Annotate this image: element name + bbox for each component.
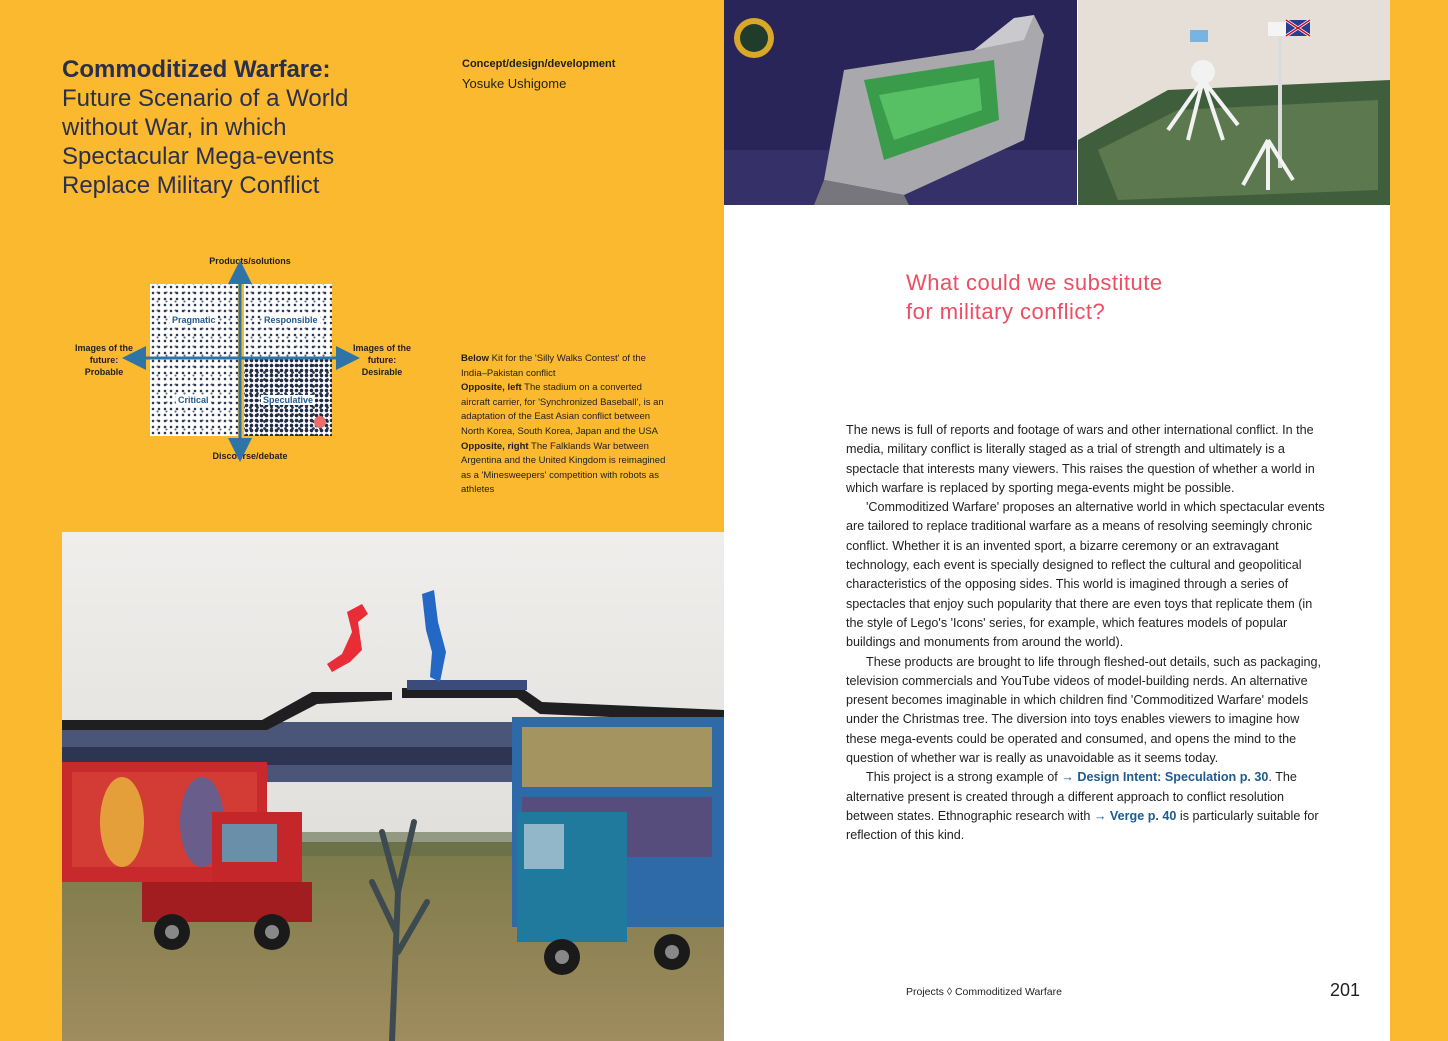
body-paragraph: 'Commoditized Warfare' proposes an alternative world in which spectacular events are tailored to replace traditional warfare as a means of resolving seemingly chronic conflict. Whether it is an invented sport, a bizarre ceremony or an extravagant technology, each event is specially designed to reflect the cultural and geopolitical characteristics of the opposing sides. This world is imagined through a series of spectacles that enjoy such popularity that there are even toys that replicate them (in the style of Lego's 'Icons' series, for example, which features models of popular buildings and monuments from around the world). <box>846 500 1325 650</box>
caption-p2-bold: Opposite, left <box>461 382 522 394</box>
axis-left-label: Images of the future: Probable <box>74 343 133 377</box>
crossref-text: . The alternative present is created through a different approach to conflict resolution between states. Ethnographic research with <box>846 770 1297 823</box>
caption-p3-bold: Opposite, right <box>461 440 529 452</box>
crossref-text: This project is a strong example of <box>866 770 1062 785</box>
credit-name: Yosuke Ushigome <box>462 76 567 91</box>
quadrant-label: Critical <box>178 395 209 405</box>
axis-top-label: Products/solutions <box>209 256 291 266</box>
axis-right-label: Images of the future: Desirable <box>352 343 411 377</box>
minesweeper-robots-photo <box>1078 0 1390 205</box>
project-subtitle: Future Scenario of a World without War, in which Spectacular Mega-events Replace Military Conflict <box>62 85 349 199</box>
caption-p1-bold: Below <box>461 353 489 364</box>
quadrant-label: Speculative <box>263 395 314 405</box>
caption-p2: The stadium on a converted aircraft carrier, for 'Synchronized Baseball', is an adaptation of the East Asian conflict between North Korea, South Korea, Japan and the USA <box>461 382 664 437</box>
diagram-axes <box>60 250 440 470</box>
speculation-diagram <box>60 250 440 470</box>
crossref-text: is particularly suitable for reflection of this kind. <box>846 808 1319 843</box>
running-footer: Projects ◊ Commoditized Warfare <box>906 986 1062 998</box>
section-headline: What could we substitute for military conflict? <box>906 270 1163 324</box>
caption-p3: The Falklands War between Argentina and the United Kingdom is reimagined as a 'Minesweepers' competition with robots as athletes <box>461 440 666 496</box>
right-margin <box>1390 0 1448 1041</box>
body-text <box>846 421 1328 846</box>
quadrant-label: Pragmatic <box>172 315 216 325</box>
body-paragraph: These products are brought to life through fleshed-out details, such as packaging, television commercials and YouTube videos of model-building nerds. An alternative present becomes imaginable in which children find 'Commoditized Warfare' models under the Christmas tree. The diversion into toys enables viewers to imagine how these mega-events could be operated and consumed, and opens the mind to the question of whether war is really as unavoidable as it seems today. <box>846 654 1322 766</box>
crossref-link-verge[interactable]: → Verge p. 40 <box>1093 808 1177 823</box>
body-paragraph: The news is full of reports and footage of wars and other international conflict. In the media, military conflict is literally staged as a trial of strength and ultimately is a spectacle that interests many viewers. This raises the question of whether a world in which warfare is replaced by sporting mega-events might be possible. <box>846 423 1315 495</box>
photo-caption <box>461 352 666 498</box>
trucks-photo <box>62 532 724 1041</box>
project-title: Commoditized Warfare: <box>62 56 331 83</box>
aircraft-carrier-stadium-photo <box>724 0 1077 205</box>
body-paragraph-crossref <box>846 768 1328 845</box>
quadrant-label: Responsible <box>264 315 318 325</box>
axis-bottom-label: Discourse/debate <box>212 451 288 461</box>
credit-label: Concept/design/development <box>462 58 616 70</box>
page-number: 201 <box>1330 980 1361 1000</box>
crossref-link-speculation[interactable]: → Design Intent: Speculation p. 30 <box>1061 770 1269 785</box>
caption-p1: Kit for the 'Silly Walks Contest' of the India–Pakistan conflict <box>461 353 646 379</box>
